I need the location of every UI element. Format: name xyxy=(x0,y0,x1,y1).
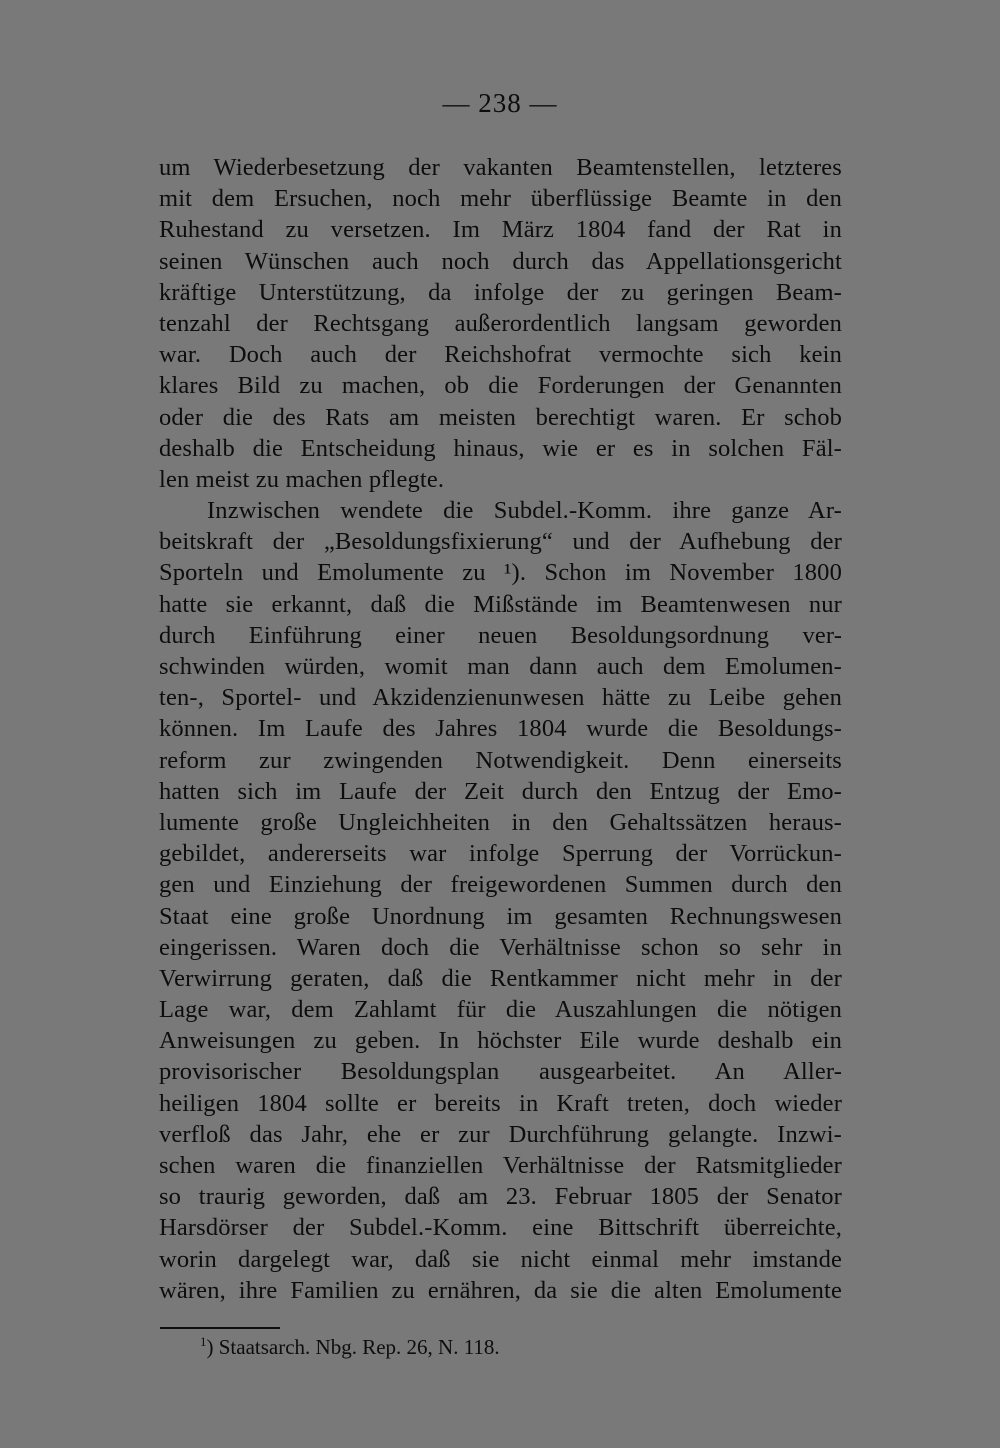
text-line: war. Doch auch der Reichshofrat vermochte sich kein xyxy=(159,341,842,369)
text-line: heiligen 1804 sollte er bereits in Kraft treten, doch wieder xyxy=(159,1089,842,1117)
text-line: Verwirrung geraten, daß die Rentkammer nicht mehr in der xyxy=(159,964,842,992)
text-line: deshalb die Entscheidung hinaus, wie er es in solchen Fäl- xyxy=(159,434,842,462)
text-line: können. Im Laufe des Jahres 1804 wurde die Besoldungs- xyxy=(159,715,842,743)
text-line: Anweisungen zu geben. In höchster Eile wurde deshalb ein xyxy=(159,1027,842,1055)
text-line: beitskraft der „Besoldungsfixierung“ und der Aufhebung der xyxy=(159,528,842,556)
text-line: Lage war, dem Zahlamt für die Auszahlungen die nötigen xyxy=(159,996,842,1024)
text-line: provisorischer Besoldungsplan ausgearbeitet. An Aller- xyxy=(159,1058,842,1086)
text-line: eingerissen. Waren doch die Verhältnisse schon so sehr in xyxy=(159,933,842,961)
text-line: kräftige Unterstützung, da infolge der zu geringen Beam- xyxy=(159,278,842,306)
paragraph-1 xyxy=(159,152,842,495)
body-text xyxy=(159,152,842,1306)
text-line: Sporteln und Emolumente zu ¹). Schon im November 1800 xyxy=(159,559,842,587)
text-line: len meist zu machen pflegte. xyxy=(159,465,445,493)
text-line: worin dargelegt war, daß sie nicht einmal mehr imstande xyxy=(159,1245,842,1273)
text-line: hatte sie erkannt, daß die Mißstände im Beamtenwesen nur xyxy=(159,590,842,618)
text-line: Harsdörser der Subdel.-Komm. eine Bittschrift überreichte, xyxy=(159,1214,842,1242)
text-line: wären, ihre Familien zu ernähren, da sie die alten Emolumente xyxy=(159,1276,842,1304)
footnote-text: Staatsarch. Nbg. Rep. 26, N. 118. xyxy=(218,1335,500,1359)
text-line: Inzwischen wendete die Subdel.-Komm. ihre ganze Ar- xyxy=(207,497,842,525)
text-line: so traurig geworden, daß am 23. Februar 1805 der Senator xyxy=(159,1183,842,1211)
text-line: Ruhestand zu versetzen. Im März 1804 fand der Rat in xyxy=(159,216,842,244)
text-line: um Wiederbesetzung der vakanten Beamtenstellen, letzteres xyxy=(159,154,842,181)
text-line: gebildet, andererseits war infolge Sperrung der Vorrückun- xyxy=(159,840,842,868)
text-line: durch Einführung einer neuen Besoldungsordnung ver- xyxy=(159,621,842,649)
text-line: seinen Wünschen auch noch durch das Appellationsgericht xyxy=(159,247,842,275)
footnote: $^1$) Staatsarch. Nbg. Rep. 26, N. 118. xyxy=(200,1334,500,1359)
text-line: lumente große Ungleichheiten in den Gehaltssätzen heraus- xyxy=(159,808,842,836)
text-line: verfloß das Jahr, ehe er zur Durchführung gelangte. Inzwi- xyxy=(159,1120,842,1148)
text-line: hatten sich im Laufe der Zeit durch den Entzug der Emo- xyxy=(159,777,842,805)
text-line: ten-, Sportel- und Akzidenzienunwesen hätte zu Leibe gehen xyxy=(159,684,842,712)
text-line: mit dem Ersuchen, noch mehr überflüssige Beamte in den xyxy=(159,185,842,213)
paragraph-2 xyxy=(159,495,842,1306)
text-line: schen waren die finanziellen Verhältnisse der Ratsmitglieder xyxy=(159,1152,842,1179)
footnote-marker: 1 xyxy=(200,1334,207,1349)
text-line: tenzahl der Rechtsgang außerordentlich langsam geworden xyxy=(159,309,842,337)
text-line: reform zur zwingenden Notwendigkeit. Denn einerseits xyxy=(159,746,842,774)
text-line: klares Bild zu machen, ob die Forderungen der Genannten xyxy=(159,372,842,400)
text-line: Staat eine große Unordnung im gesamten Rechnungswesen xyxy=(159,902,842,930)
text-line: schwinden würden, womit man dann auch dem Emolumen- xyxy=(159,653,842,680)
page-number-header: — 238 — xyxy=(442,88,558,118)
text-line: oder die des Rats am meisten berechtigt waren. Er schob xyxy=(159,403,842,431)
text-line: gen und Einziehung der freigewordenen Summen durch den xyxy=(159,871,842,899)
